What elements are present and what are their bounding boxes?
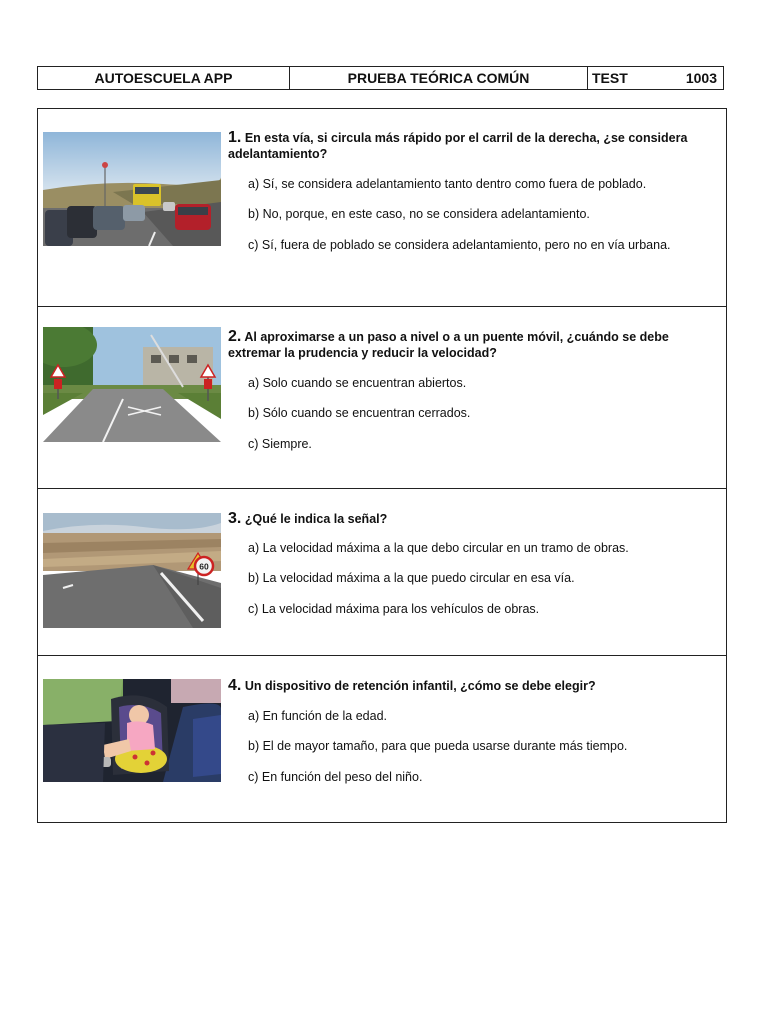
question-2-number: 2 [228, 328, 237, 345]
question-2-option-a[interactable]: a) Solo cuando se encuentran abiertos. [248, 376, 467, 390]
question-4-option-a[interactable]: a) En función de la edad. [248, 709, 387, 723]
question-3-option-b[interactable]: b) La velocidad máxima a la que puedo circular en esa vía. [248, 571, 575, 585]
question-2-title: 2. Al aproximarse a un paso a nivel o a un puente móvil, ¿cuándo se debe extremar la prudencia y reducir la velocidad? [228, 328, 669, 360]
child-car-seat-photo [43, 679, 221, 782]
test-number: 1003 [685, 70, 717, 86]
question-3 [38, 488, 726, 655]
school-name: AUTOESCUELA APP [94, 70, 233, 86]
exam-header [37, 66, 724, 90]
question-4-title: 4. Un dispositivo de retención infantil, ¿cómo se debe elegir? [228, 677, 596, 694]
question-2-option-c[interactable]: c) Siempre. [248, 437, 312, 451]
question-2-option-b[interactable]: b) Sólo cuando se encuentran cerrados. [248, 406, 471, 420]
question-1-body [228, 130, 716, 254]
question-4-option-c[interactable]: c) En función del peso del niño. [248, 770, 423, 784]
question-4-option-b[interactable]: b) El de mayor tamaño, para que pueda usarse durante más tiempo. [248, 739, 628, 753]
question-4-body [228, 678, 716, 786]
question-4-number: 4 [228, 677, 237, 694]
question-1-option-a[interactable]: a) Sí, se considera adelantamiento tanto dentro como fuera de poblado. [248, 177, 647, 191]
question-1-number: 1 [228, 129, 237, 146]
question-2-text: Al aproximarse a un paso a nivel o a un puente móvil, ¿cuándo se debe extremar la prudencia y reducir la velocidad? [228, 330, 669, 360]
question-1-text: En esta vía, si circula más rápido por el carril de la derecha, ¿se considera adelantamiento? [228, 131, 688, 161]
question-3-option-a[interactable]: a) La velocidad máxima a la que debo circular en un tramo de obras. [248, 541, 629, 555]
question-3-text: ¿Qué le indica la señal? [244, 512, 388, 526]
level-crossing-photo [43, 327, 221, 442]
question-2 [38, 306, 726, 488]
question-1 [38, 109, 726, 306]
question-4 [38, 655, 726, 822]
question-1-option-c[interactable]: c) Sí, fuera de poblado se considera adelantamiento, pero no en vía urbana. [248, 238, 671, 252]
roadworks-speed-sign-photo [43, 513, 221, 628]
question-2-body [228, 329, 716, 453]
question-3-number: 3 [228, 510, 237, 527]
question-4-text: Un dispositivo de retención infantil, ¿cómo se debe elegir? [244, 679, 596, 693]
question-3-body [228, 511, 716, 618]
question-list [37, 108, 727, 823]
speed-limit-value: 60 [199, 561, 209, 572]
question-1-option-b[interactable]: b) No, porque, en este caso, no se considera adelantamiento. [248, 207, 590, 221]
question-3-title: 3. ¿Qué le indica la señal? [228, 510, 388, 527]
test-label: TEST [592, 70, 628, 86]
question-1-title: 1. En esta vía, si circula más rápido por el carril de la derecha, ¿se considera adelantamiento? [228, 129, 688, 161]
test-id-cell [587, 67, 723, 89]
question-3-option-c[interactable]: c) La velocidad máxima para los vehículos de obras. [248, 602, 540, 616]
highway-traffic-photo [43, 132, 221, 246]
exam-title: PRUEBA TEÓRICA COMÚN [289, 67, 587, 89]
